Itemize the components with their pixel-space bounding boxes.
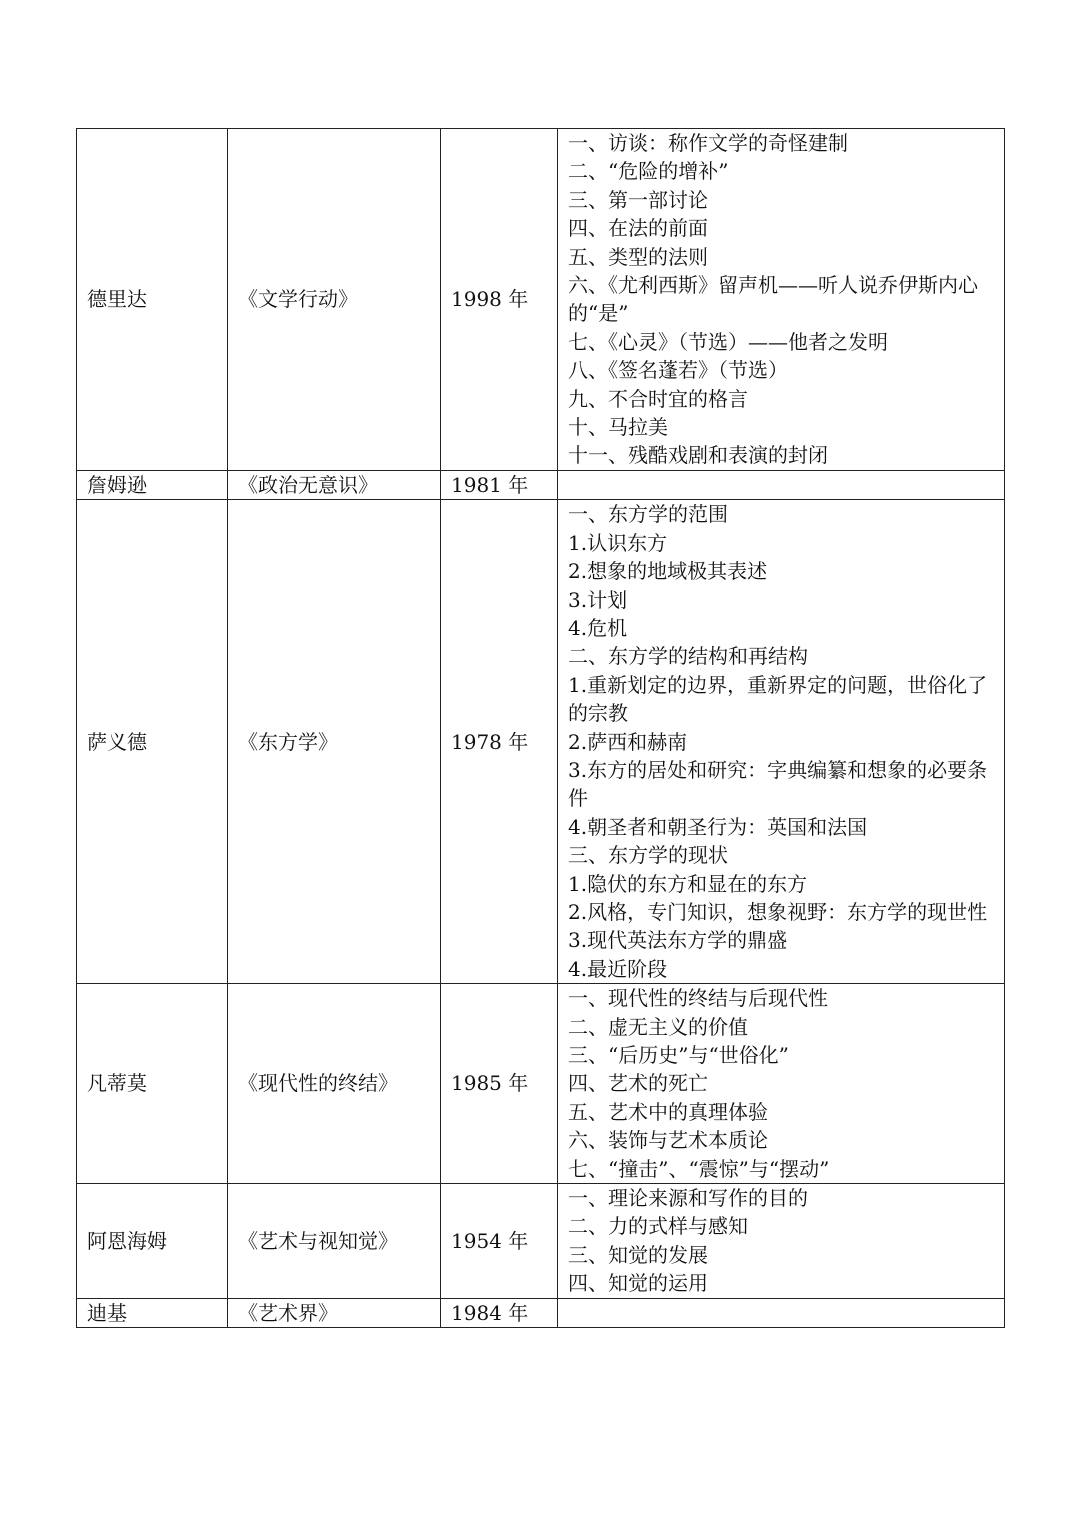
- contents-line: 三、东方学的现状: [568, 843, 728, 868]
- contents-line: 4.危机: [568, 615, 628, 640]
- contents-line: 一、现代性的终结与后现代性: [568, 986, 828, 1011]
- author-cell: 凡蒂莫: [77, 984, 228, 1184]
- year-cell: 1998 年: [441, 129, 558, 471]
- table-body: [77, 129, 1005, 1328]
- title-cell: 《东方学》: [228, 500, 441, 984]
- contents-line: 一、访谈：称作文学的奇怪建制: [568, 131, 848, 155]
- contents-line: 2.想象的地域极其表述: [568, 559, 768, 584]
- contents-line: 七、“撞击”、“震惊”与“摆动”: [568, 1156, 830, 1181]
- contents-cell: [558, 500, 1005, 984]
- contents-line: 四、在法的前面: [568, 216, 708, 241]
- contents-line: 四、艺术的死亡: [568, 1071, 708, 1096]
- table-row: [77, 470, 1005, 499]
- contents-line: 二、“危险的增补”: [568, 159, 729, 184]
- contents-line: 二、东方学的结构和再结构: [568, 644, 808, 669]
- title-cell: 《艺术与视知觉》: [228, 1184, 441, 1299]
- contents-line: 五、艺术中的真理体验: [568, 1099, 768, 1124]
- contents-line: 八、《签名蓬若》（节选）: [568, 358, 788, 383]
- contents-line: 九、不合时宜的格言: [568, 386, 748, 411]
- contents-line: 一、东方学的范围: [568, 502, 728, 527]
- author-cell: 迪基: [77, 1298, 228, 1327]
- contents-line: 三、“后历史”与“世俗化”: [568, 1043, 789, 1067]
- contents-cell: [558, 129, 1005, 471]
- contents-line: 二、力的式样与感知: [568, 1214, 748, 1239]
- contents-cell: [558, 1298, 1005, 1327]
- contents-line: 4.最近阶段: [568, 956, 668, 981]
- year-cell: 1954 年: [441, 1184, 558, 1299]
- author-cell: 德里达: [77, 129, 228, 471]
- author-cell: 阿恩海姆: [77, 1184, 228, 1299]
- title-cell: 《政治无意识》: [228, 470, 441, 499]
- title-cell: 《现代性的终结》: [228, 984, 441, 1184]
- contents-line: 2.萨西和赫南: [568, 729, 688, 754]
- table-row: [77, 500, 1005, 984]
- contents-line: 十、马拉美: [568, 415, 668, 440]
- contents-line: 3.计划: [568, 587, 628, 612]
- contents-line: 十一、残酷戏剧和表演的封闭: [568, 443, 828, 468]
- contents-line: 3.现代英法东方学的鼎盛: [568, 928, 788, 953]
- contents-line: 一、理论来源和写作的目的: [568, 1186, 808, 1211]
- author-cell: 詹姆逊: [77, 470, 228, 499]
- table-row: [77, 129, 1005, 471]
- contents-line: 1.认识东方: [568, 530, 668, 555]
- contents-cell: [558, 984, 1005, 1184]
- contents-line: 六、装饰与艺术本质论: [568, 1128, 768, 1153]
- contents-line: 3.东方的居处和研究：字典编纂和想象的必要条件: [568, 757, 988, 811]
- contents-cell: [558, 1184, 1005, 1299]
- contents-cell: [558, 470, 1005, 499]
- contents-line: 六、《尤利西斯》留声机——听人说乔伊斯内心的“是”: [568, 273, 978, 326]
- year-cell: 1985 年: [441, 984, 558, 1184]
- title-cell: 《文学行动》: [228, 129, 441, 471]
- contents-line: 1.隐伏的东方和显在的东方: [568, 871, 808, 896]
- author-cell: 萨义德: [77, 500, 228, 984]
- year-cell: 1984 年: [441, 1298, 558, 1327]
- title-cell: 《艺术界》: [228, 1298, 441, 1327]
- table-row: [77, 1298, 1005, 1327]
- books-table: [76, 128, 1005, 1328]
- contents-line: 1.重新划定的边界，重新界定的问题，世俗化了的宗教: [568, 672, 988, 726]
- table-row: [77, 984, 1005, 1184]
- contents-line: 四、知觉的运用: [568, 1271, 708, 1296]
- table-row: [77, 1184, 1005, 1299]
- contents-line: 4.朝圣者和朝圣行为：英国和法国: [568, 814, 868, 839]
- contents-line: 五、类型的法则: [568, 244, 708, 269]
- contents-line: 三、知觉的发展: [568, 1242, 708, 1267]
- contents-line: 2.风格，专门知识，想象视野：东方学的现世性: [568, 899, 988, 924]
- contents-line: 七、《心灵》（节选）——他者之发明: [568, 329, 888, 354]
- year-cell: 1978 年: [441, 500, 558, 984]
- year-cell: 1981 年: [441, 470, 558, 499]
- contents-line: 二、虚无主义的价值: [568, 1014, 748, 1039]
- contents-line: 三、第一部讨论: [568, 187, 708, 212]
